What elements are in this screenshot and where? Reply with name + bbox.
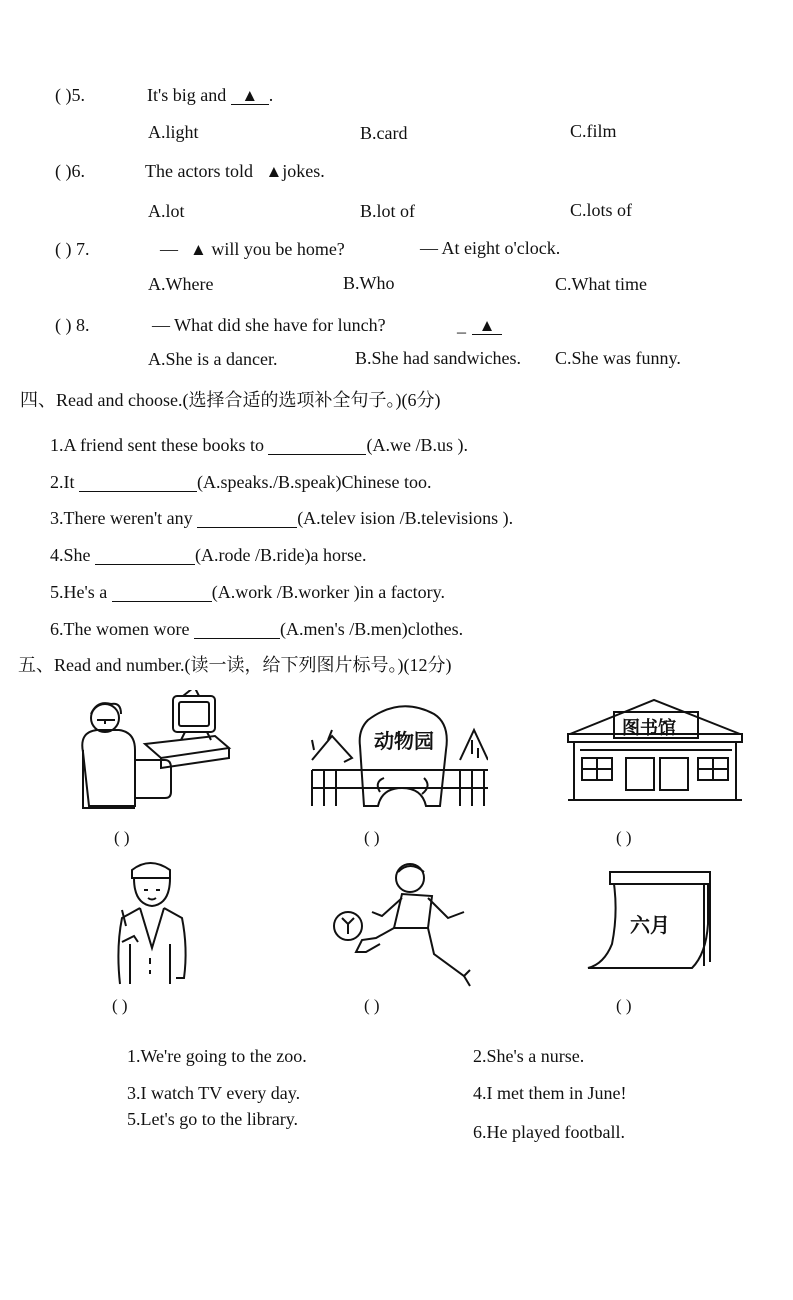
s4-item-1-pre: 1.A friend sent these books to <box>50 435 269 455</box>
sentence-5: 5.Let's go to the library. <box>127 1109 299 1129</box>
q8-option-c: C.She was funny. <box>555 348 681 368</box>
library-sign-text: 图书馆 <box>622 718 676 739</box>
q6-option-b: B.lot of <box>360 201 416 221</box>
q8-option-b: B.She had sandwiches. <box>355 348 521 368</box>
q8-option-a: A.She is a dancer. <box>148 349 278 369</box>
s4-item-1-blank[interactable] <box>268 436 366 455</box>
triangle-icon: ▲ <box>241 86 259 105</box>
calendar-text: 六月 <box>630 913 670 937</box>
s4-item-1 <box>50 436 468 455</box>
s4-item-1-post: (A.we /B.us ). <box>366 435 468 455</box>
s4-item-4-blank[interactable] <box>95 546 195 565</box>
s4-item-3 <box>50 509 513 528</box>
s4-item-2-pre: 2.It <box>50 472 79 492</box>
question-5-blank <box>231 86 269 105</box>
question-6-end: jokes. <box>282 161 325 181</box>
s4-item-6-blank[interactable] <box>194 620 280 639</box>
s4-item-2-blank[interactable] <box>79 473 197 492</box>
question-7-reply: — At eight o'clock. <box>420 238 561 258</box>
question-7-text: will you be home? <box>206 239 345 259</box>
question-8-stem: — What did she have for lunch? <box>152 315 386 335</box>
zoo-picture <box>310 700 488 808</box>
s4-item-6 <box>50 620 463 639</box>
s4-item-4-pre: 4.She <box>50 545 95 565</box>
sentence-2: 2.She's a nurse. <box>473 1046 585 1066</box>
picture-5-paren[interactable]: ( ) <box>364 996 380 1015</box>
zoo-sign-text: 动物园 <box>374 729 434 753</box>
s4-item-5-post: (A.work /B.worker )in a factory. <box>211 582 445 602</box>
s4-item-5-blank[interactable] <box>112 583 212 602</box>
s4-item-2-post: (A.speaks./B.speak)Chinese too. <box>197 472 432 492</box>
q5-option-a: A.light <box>148 122 199 142</box>
q5-option-b: B.card <box>360 123 408 143</box>
question-5-stem <box>147 86 273 105</box>
question-8-dash: _ <box>457 315 466 335</box>
section-4-title: 四、Read and choose.(选择合适的选项补全句子。)(6分) <box>20 390 441 410</box>
sentence-4: 4.I met them in June! <box>473 1083 627 1103</box>
question-5-end: . <box>268 85 274 105</box>
s4-item-4 <box>50 546 366 565</box>
question-6-stem <box>145 162 325 180</box>
watching-tv-picture <box>75 690 235 812</box>
s4-item-5 <box>50 583 445 602</box>
question-5-number: ( )5. <box>55 85 85 105</box>
s4-item-3-post: (A.telev ision /B.televisions ). <box>297 508 514 528</box>
s4-item-5-pre: 5.He's a <box>50 582 112 602</box>
question-8-answer <box>457 316 502 335</box>
question-5-text: It's big and <box>147 85 231 105</box>
s4-item-3-pre: 3.There weren't any <box>50 508 198 528</box>
s4-item-4-post: (A.rode /B.ride)a horse. <box>195 545 367 565</box>
q6-option-c: C.lots of <box>570 200 633 220</box>
picture-4-paren[interactable]: ( ) <box>112 996 128 1015</box>
s4-item-2 <box>50 473 431 492</box>
s4-item-6-pre: 6.The women wore <box>50 619 194 639</box>
triangle-icon: ▲ <box>265 162 283 181</box>
question-8-blank <box>472 316 502 335</box>
picture-1-paren[interactable]: ( ) <box>114 828 130 847</box>
sentence-6: 6.He played football. <box>473 1122 625 1142</box>
q6-option-a: A.lot <box>148 201 185 221</box>
picture-6-paren[interactable]: ( ) <box>616 996 632 1015</box>
question-6-text: The actors told <box>145 161 258 181</box>
football-picture <box>332 856 474 990</box>
q5-option-c: C.film <box>570 121 617 141</box>
s4-item-3-blank[interactable] <box>197 509 297 528</box>
question-7-stem <box>160 240 345 258</box>
s4-item-6-post: (A.men's /B.men)clothes. <box>279 619 464 639</box>
calendar-picture <box>586 868 716 972</box>
sentence-1: 1.We're going to the zoo. <box>127 1046 307 1066</box>
q7-option-c: C.What time <box>555 274 647 294</box>
section-5-title: 五、Read and number.(读一读，给下列图片标号。)(12分) <box>18 655 452 675</box>
q7-option-a: A.Where <box>148 274 214 294</box>
sentence-3: 3.I watch TV every day. <box>127 1083 301 1103</box>
triangle-icon: ▲ <box>478 316 496 335</box>
question-8-number: ( ) 8. <box>55 315 90 335</box>
question-6-number: ( )6. <box>55 161 85 181</box>
picture-3-paren[interactable]: ( ) <box>616 828 632 847</box>
question-7-dash: — <box>160 239 178 259</box>
triangle-icon: ▲ <box>190 240 207 259</box>
picture-2-paren[interactable]: ( ) <box>364 828 380 847</box>
library-picture <box>566 694 744 806</box>
question-7-number: ( ) 7. <box>55 239 90 259</box>
nurse-picture <box>110 854 190 988</box>
q7-option-b: B.Who <box>343 273 395 293</box>
